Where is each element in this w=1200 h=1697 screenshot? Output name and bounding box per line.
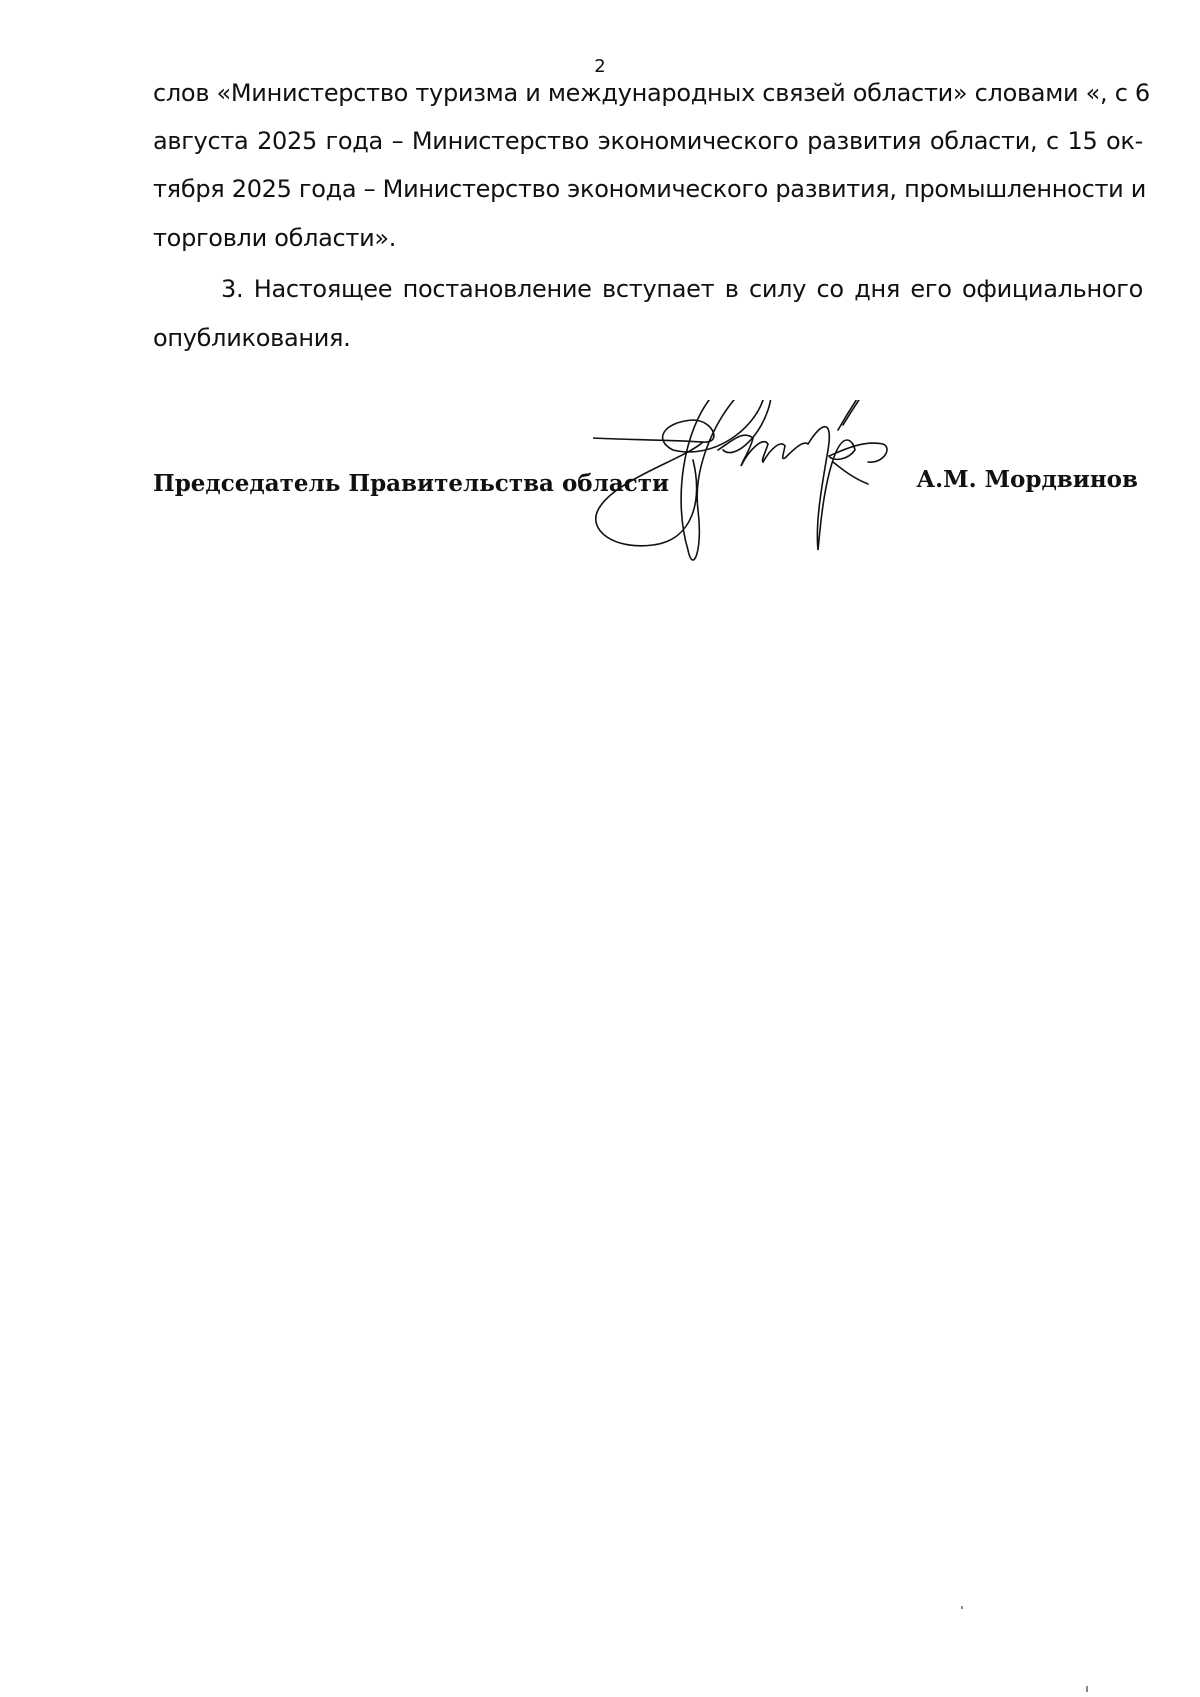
scan-artifact <box>1086 1686 1088 1692</box>
signature-block <box>153 460 1138 620</box>
text-line: 3. Настоящее постановление вступает в силу со дня его официального <box>221 275 1143 303</box>
signer-name: А.М. Мордвинов <box>916 466 1138 493</box>
scan-artifact <box>961 1606 963 1609</box>
text-line: торговли области». <box>153 224 397 252</box>
text-line: слов «Министерство туризма и международных связей области» словами «, с 6 <box>153 79 1150 107</box>
signer-title: Председатель Правительства области <box>153 470 670 497</box>
text-line: опубликования. <box>153 324 351 352</box>
handwritten-signature-icon <box>593 400 913 600</box>
page-number: 2 <box>594 56 606 77</box>
text-line: августа 2025 года – Министерство экономического развития области, с 15 ок- <box>153 127 1143 155</box>
text-line: тября 2025 года – Министерство экономического развития, промышленности и <box>153 175 1147 203</box>
